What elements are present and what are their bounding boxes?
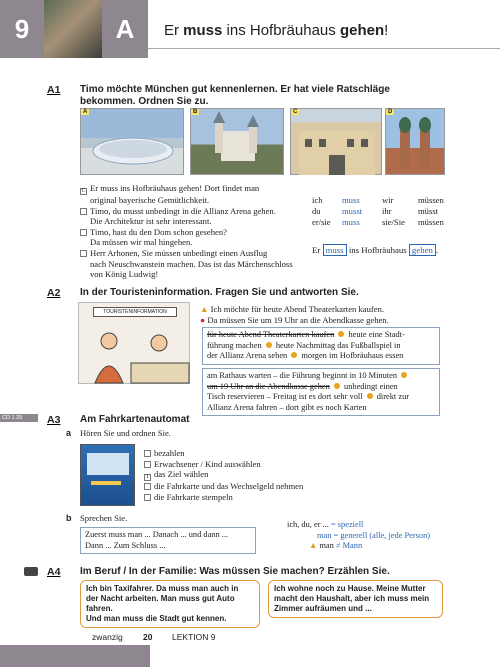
- a1-statements: [80, 183, 305, 280]
- step-1[interactable]: bezahlen: [144, 448, 303, 459]
- ticket-machine-photo: [80, 444, 135, 506]
- step-box[interactable]: 1: [146, 474, 149, 481]
- answer-box[interactable]: C: [81, 188, 86, 194]
- speech-bubble-home: Ich wohne noch zu Hause. Meine Mutter macht den Haushalt, aber ich muss mein Zimmer aufräumen und ...: [268, 580, 443, 618]
- a2-options-box-2: am Rathaus warten – die Führung beginnt in 10 Minuten um 19 Uhr an die Abendkasse gehen unbedingt einen Tisch reservieren – Freitag ist es dort sehr voll direkt zur Allianz Arena fahren – dort gibt es noch Karten: [202, 368, 440, 416]
- step-box[interactable]: [144, 483, 151, 490]
- answer-box[interactable]: [80, 229, 87, 236]
- a2-dialog: ▲ Ich möchte für heute Abend Theaterkarten kaufen. ● Da müssen Sie um 19 Uhr an die Abendkasse gehen.: [200, 304, 389, 325]
- group-activity-icon: [24, 567, 38, 576]
- step-box[interactable]: [144, 494, 151, 501]
- page-number-word: zwanzig: [92, 632, 123, 642]
- man-grammar-note: ich, du, er ... = speziell man = generell (alle, jede Person) ▲ man ≠ Mann: [287, 520, 431, 551]
- a3-title: Am Fahrkartenautomat: [80, 414, 190, 425]
- photo-neuschwanstein: B: [190, 108, 284, 175]
- step-5[interactable]: die Fahrkarte stempeln: [144, 492, 303, 503]
- a2-label: A2: [47, 287, 61, 299]
- answer-box[interactable]: [80, 208, 87, 215]
- photo-allianz-arena: A: [80, 108, 184, 175]
- a3-b-phrase-box: Zuerst muss man ... Danach ... und dann ... Dann ... Zum Schluss ...: [80, 527, 256, 554]
- statement-3[interactable]: Timo, hast du den Dom schon gesehen? Da müssen wir mal hingehen.: [80, 227, 305, 248]
- step-4[interactable]: die Fahrkarte und das Wechselgeld nehmen: [144, 481, 303, 492]
- answer-box[interactable]: [80, 250, 87, 257]
- lesson-letter: A: [102, 0, 148, 58]
- footer-bar: [0, 645, 150, 667]
- statement-1[interactable]: C Er muss ins Hofbräuhaus gehen! Dort findet man original bayerische Gemütlichkeit.: [81, 183, 260, 205]
- sentence-structure: Er muss ins Hofbräuhaus gehen .: [312, 245, 439, 255]
- page-number: 20: [143, 632, 153, 642]
- conjugation-table: ich muss wir müssen du musst ihr müsst er/sie muss sie/Sie müssen: [312, 195, 444, 227]
- page-title: Er muss ins Hofbräuhaus gehen!: [164, 22, 389, 39]
- chapter-number: 9: [0, 0, 44, 58]
- a3-steps: [144, 448, 303, 502]
- a4-title: Im Beruf / In der Familie: Was müssen Sie machen? Erzählen Sie.: [80, 566, 390, 577]
- a3-a-instruction: Hören Sie und ordnen Sie.: [80, 428, 171, 438]
- step-3[interactable]: 1 das Ziel wählen: [146, 469, 209, 481]
- a1-title: Timo möchte München gut kennenlernen. Er hat viele Ratschläge bekommen. Ordnen Sie zu.: [80, 84, 390, 107]
- speech-bubble-taxi: Ich bin Taxifahrer. Da muss man auch in der Nacht arbeiten. Man muss gut Auto fahren. Und man muss die Stadt gut kennen.: [80, 580, 260, 628]
- a2-title: In der Touristeninformation. Fragen Sie und antworten Sie.: [80, 287, 359, 298]
- a3-label: A3: [47, 414, 61, 426]
- cd-track-badge: CD 1 29: [0, 414, 38, 422]
- lesson-indicator: LEKTION 9: [172, 632, 216, 642]
- a4-label: A4: [47, 566, 61, 578]
- a3-b-label: b: [66, 513, 72, 523]
- tourist-info-illustration: TOURISTENINFORMATION: [78, 302, 190, 384]
- header-divider: [148, 48, 500, 49]
- a3-b-instruction: Sprechen Sie.: [80, 513, 128, 523]
- step-box[interactable]: [144, 450, 151, 457]
- a1-label: A1: [47, 84, 61, 96]
- a3-a-label: a: [66, 428, 72, 438]
- statement-2[interactable]: Timo, du musst unbedingt in die Allianz Arena gehen. Die Architektur ist sehr interessant.: [80, 206, 305, 227]
- photo-frauenkirche: D: [385, 108, 445, 175]
- step-box[interactable]: [144, 461, 151, 468]
- photo-hofbraeuhaus: C: [290, 108, 382, 175]
- step-2[interactable]: Erwachsener / Kind auswählen: [144, 459, 303, 470]
- a2-options-box-1: für heute Abend Theaterkarten kaufen heute eine Stadt- führung machen heute Nachmittag das Fußballspiel in der Allianz Arena sehen morgen im Hofbräuhaus essen: [202, 327, 440, 365]
- header-photo: [44, 0, 102, 58]
- statement-4[interactable]: Herr Arhonen, Sie müssen unbedingt einen Ausflug nach Neuschwanstein machen. Das ist das Märchenschloss von König Ludwig!: [80, 248, 305, 280]
